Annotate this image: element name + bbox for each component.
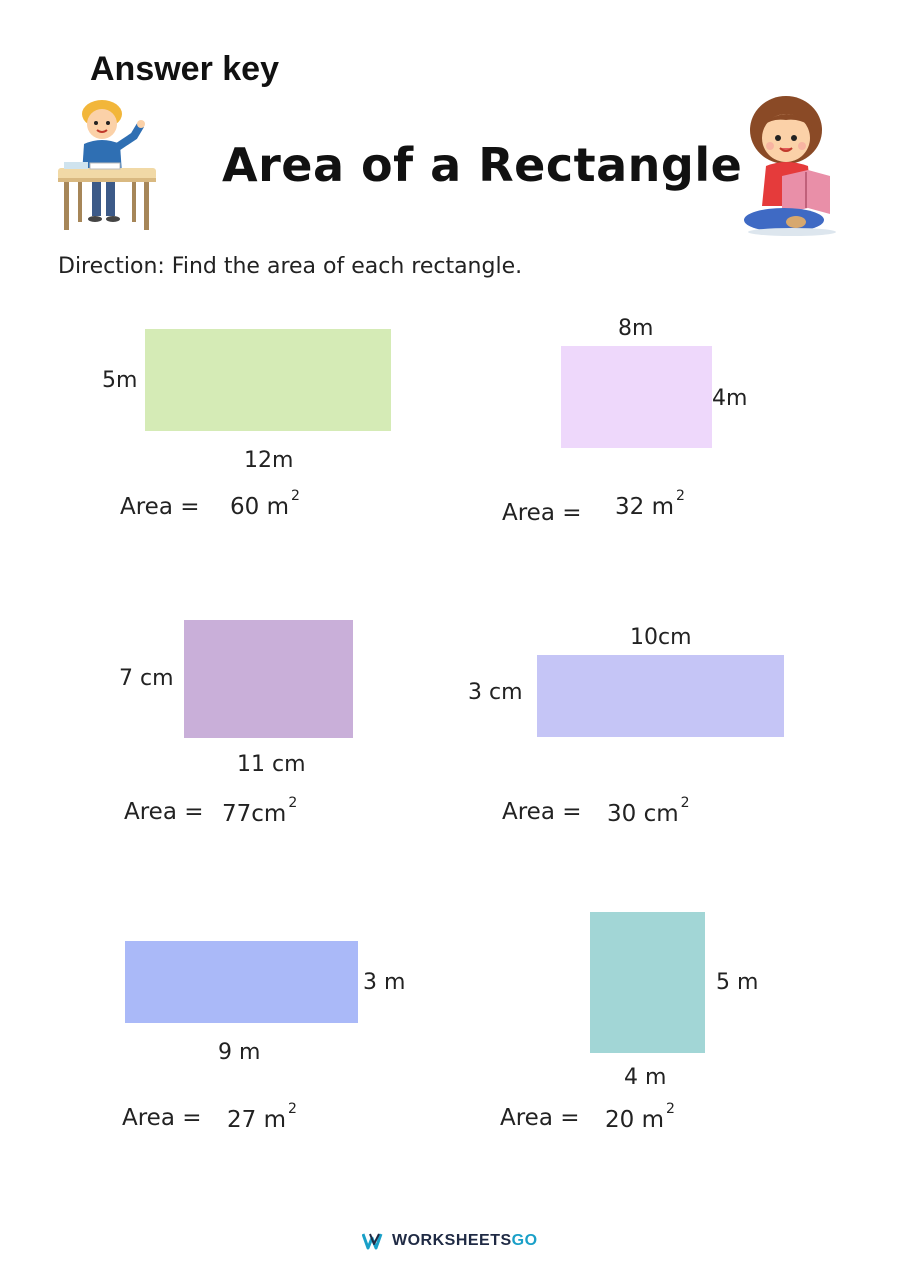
area-answer-exponent: 2 [665, 1101, 675, 1117]
area-answer-exponent: 2 [675, 488, 685, 504]
brand-worksheets: WORKSHEETS [392, 1232, 512, 1249]
area-label-1: Area = [120, 494, 200, 520]
area-answer-value: 27 m [227, 1107, 286, 1133]
area-answer-1 [230, 488, 300, 520]
area-answer-value: 20 m [605, 1107, 664, 1133]
area-label-4: Area = [502, 799, 582, 825]
area-answer-exponent: 2 [290, 488, 300, 504]
answer-key-heading: Answer key [90, 50, 279, 88]
rectangle-6-height-label: 5 m [716, 970, 759, 995]
area-answer-exponent: 2 [287, 1101, 297, 1117]
direction-text: Direction: Find the area of each rectangle. [58, 254, 523, 279]
rectangle-3 [184, 620, 353, 738]
area-label-6: Area = [500, 1105, 580, 1131]
rectangle-3-height-label: 7 cm [119, 666, 174, 691]
rectangle-2 [561, 346, 712, 448]
rectangle-5-width-label: 9 m [218, 1040, 261, 1065]
area-answer-2 [615, 488, 685, 520]
area-answer-value: 77cm [222, 801, 287, 827]
worksheetsgo-logo-icon [362, 1232, 386, 1250]
rectangle-2-height-label: 4m [712, 386, 748, 411]
area-label-2: Area = [502, 500, 582, 526]
brand-name [392, 1232, 538, 1250]
rectangle-2-width-label: 8m [618, 316, 654, 341]
area-label-3: Area = [124, 799, 204, 825]
boy-at-desk-illustration [54, 96, 160, 236]
area-label-5: Area = [122, 1105, 202, 1131]
rectangle-1-width-label: 12m [244, 448, 294, 473]
rectangle-5 [125, 941, 358, 1023]
rectangle-1-height-label: 5m [102, 368, 138, 393]
rectangle-4-height-label: 3 cm [468, 680, 523, 705]
area-answer-4 [607, 795, 690, 827]
brand-go: GO [511, 1232, 538, 1249]
area-answer-value: 32 m [615, 494, 674, 520]
area-answer-value: 30 cm [607, 801, 679, 827]
area-answer-5 [227, 1101, 297, 1133]
rectangle-3-width-label: 11 cm [237, 752, 306, 777]
girl-reading-illustration [738, 96, 842, 238]
rectangle-5-height-label: 3 m [363, 970, 406, 995]
rectangle-6-width-label: 4 m [624, 1065, 667, 1090]
rectangle-4-width-label: 10cm [630, 625, 692, 650]
rectangle-1 [145, 329, 391, 431]
area-answer-value: 60 m [230, 494, 289, 520]
area-answer-exponent: 2 [680, 795, 690, 811]
footer-brand [362, 1232, 538, 1250]
rectangle-4 [537, 655, 784, 737]
rectangle-6 [590, 912, 705, 1053]
area-answer-exponent: 2 [288, 795, 298, 811]
area-answer-6 [605, 1101, 675, 1133]
area-answer-3 [222, 795, 298, 827]
page-title: Area of a Rectangle [222, 138, 743, 192]
